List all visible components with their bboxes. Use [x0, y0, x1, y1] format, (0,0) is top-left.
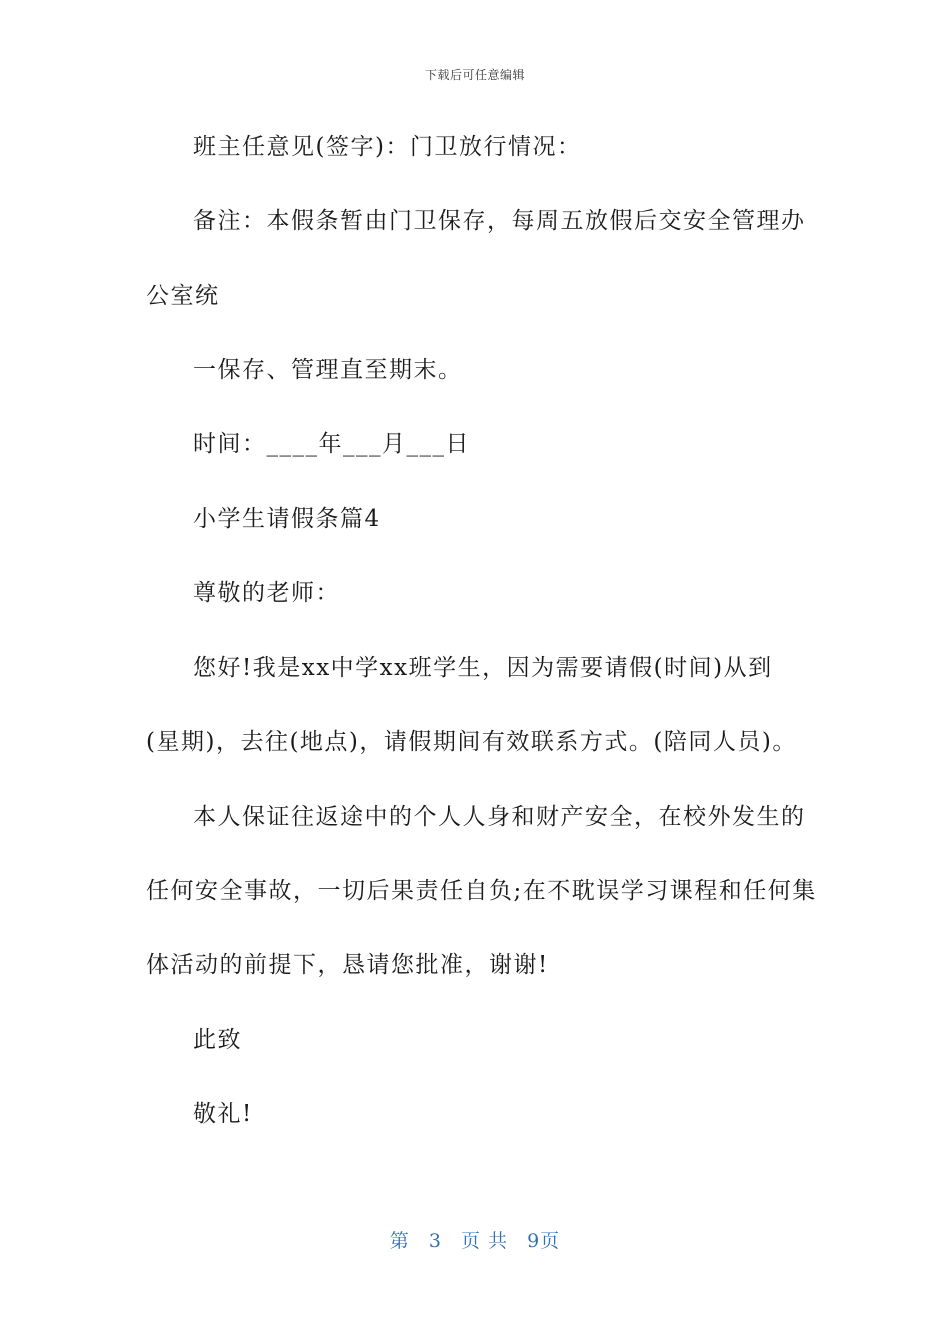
text-line: (星期)，去往(地点)，请假期间有效联系方式。(陪同人员)。 [146, 729, 797, 755]
page-label-mid: 页 共 [461, 1230, 509, 1252]
closing-line: 敬礼! [193, 1101, 253, 1127]
page-label-prefix: 第 [389, 1230, 410, 1252]
closing-line: 此致 [193, 1027, 242, 1053]
text-line: 一保存、管理直至期末。 [193, 357, 463, 383]
salutation: 尊敬的老师： [193, 580, 340, 606]
header-note: 下载后可任意编辑 [424, 68, 525, 82]
text-line: 班主任意见(签字)：门卫放行情况： [193, 134, 582, 160]
text-line: 体活动的前提下，恳请您批准，谢谢! [146, 952, 549, 978]
page-number [0, 1226, 950, 1253]
text-line: 任何安全事故，一切后果责任自负;在不耽误学习课程和任何集 [146, 878, 817, 904]
total-pages: 9页 [527, 1230, 561, 1252]
text-line: 公室统 [146, 283, 220, 309]
text-line: 本人保证往返途中的个人人身和财产安全，在校外发生的 [193, 804, 806, 830]
text-line: 备注：本假条暂由门卫保存，每周五放假后交安全管理办 [193, 208, 806, 234]
section-heading: 小学生请假条篇4 [193, 506, 381, 532]
current-page: 3 [428, 1230, 442, 1252]
text-line: 您好!我是xx中学xx班学生，因为需要请假(时间)从到 [193, 655, 773, 681]
text-line: 时间：____年___月___日 [193, 431, 470, 457]
